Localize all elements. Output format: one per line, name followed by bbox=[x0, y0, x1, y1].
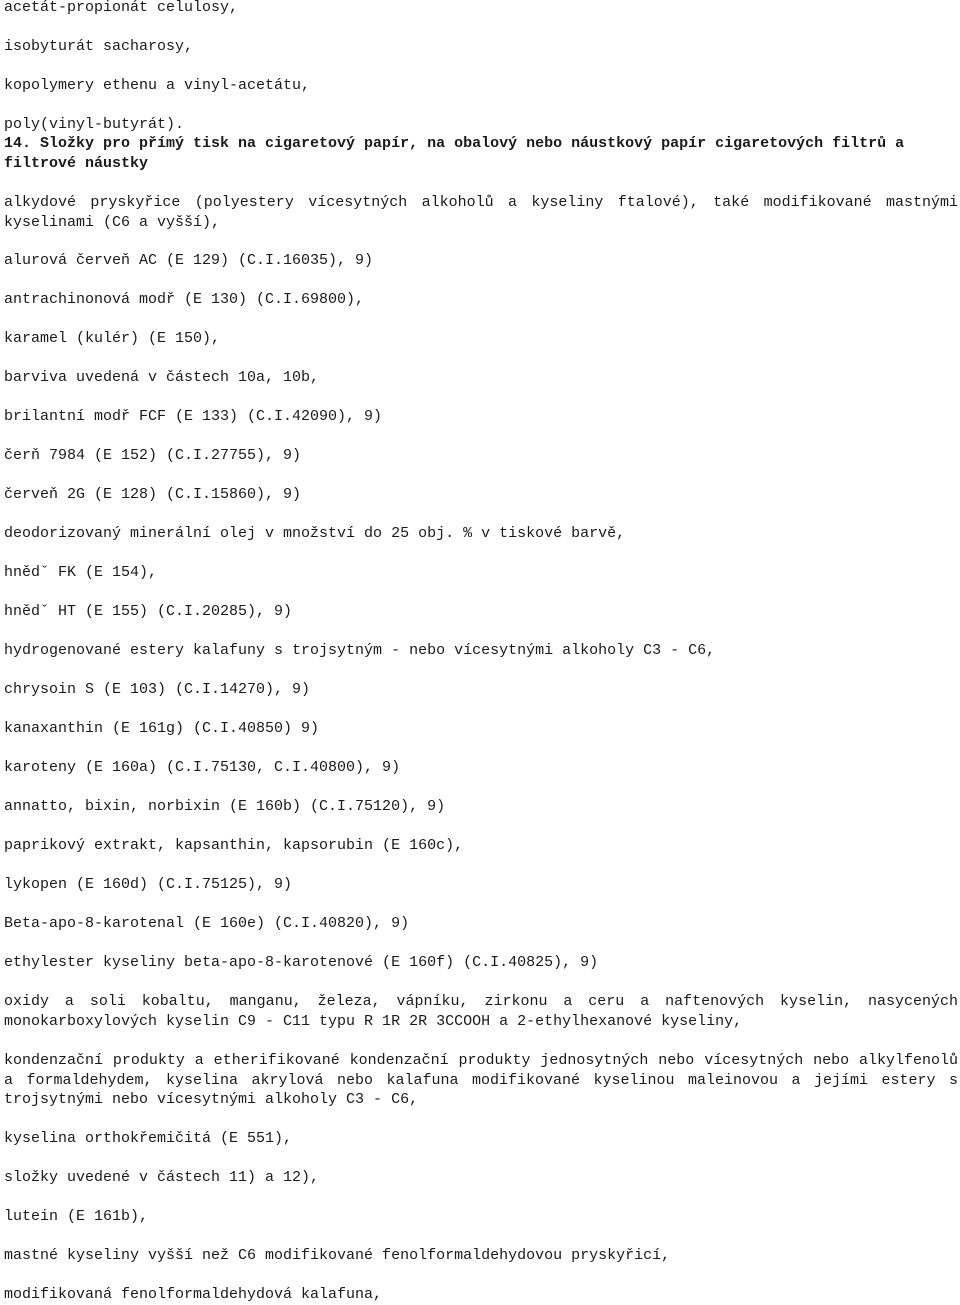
list-item: lykopen (E 160d) (C.I.75125), 9) bbox=[4, 876, 293, 893]
list-item: mastné kyseliny vyšší než C6 modifikované fenolformaldehydovou pryskyřicí, bbox=[4, 1247, 671, 1264]
list-item: kondenzační produkty a etherifikované kondenzační produkty jednosytných nebo vícesytných nebo alkylfenolů a formaldehydem, kyselina akrylová nebo kalafuna modifikované kyselinou maleinovou a jejími estery s trojsytnými nebo vícesytnými alkoholy C3 - C6, bbox=[4, 1052, 958, 1109]
list-item: deodorizovaný minerální olej v množství do 25 obj. % v tiskové barvě, bbox=[4, 525, 626, 542]
list-item: složky uvedené v částech 11) a 12), bbox=[4, 1169, 320, 1186]
list-item: hnědˇ FK (E 154), bbox=[4, 564, 158, 581]
text-line: kopolymery ethenu a vinyl-acetátu, bbox=[4, 77, 311, 94]
list-item: barviva uvedená v částech 10a, 10b, bbox=[4, 369, 320, 386]
list-item: čerň 7984 (E 152) (C.I.27755), 9) bbox=[4, 447, 302, 464]
list-item: annatto, bixin, norbixin (E 160b) (C.I.75120), 9) bbox=[4, 798, 446, 815]
list-item: alurová červeň AC (E 129) (C.I.16035), 9) bbox=[4, 252, 374, 269]
list-item: hnědˇ HT (E 155) (C.I.20285), 9) bbox=[4, 603, 293, 620]
list-item: brilantní modř FCF (E 133) (C.I.42090), 9) bbox=[4, 408, 383, 425]
list-item: hydrogenované estery kalafuny s trojsytným - nebo vícesytnými alkoholy C3 - C6, bbox=[4, 642, 716, 659]
list-item: kyselina orthokřemičitá (E 551), bbox=[4, 1130, 293, 1147]
list-item: ethylester kyseliny beta-apo-8-karotenové (E 160f) (C.I.40825), 9) bbox=[4, 954, 599, 971]
list-item: oxidy a soli kobaltu, manganu, železa, vápníku, zirkonu a ceru a naftenových kyselin, nasycených monokarboxylových kyselin C9 - C11 typu R 1R 2R 3CCOOH a 2-ethylhexanové kyseliny, bbox=[4, 993, 958, 1030]
text-line: poly(vinyl-butyrát). bbox=[4, 116, 185, 133]
text-line: isobyturát sacharosy, bbox=[4, 38, 194, 55]
list-item: chrysoin S (E 103) (C.I.14270), 9) bbox=[4, 681, 311, 698]
list-item: modifikovaná fenolformaldehydová kalafuna, bbox=[4, 1286, 383, 1303]
text-line: acetát-propionát celulosy, bbox=[4, 0, 239, 16]
section-heading: 14. Složky pro přímý tisk na cigaretový papír, na obalový nebo náustkový papír cigaretových filtrů a filtrové náustky bbox=[4, 135, 905, 172]
list-item: karoteny (E 160a) (C.I.75130, C.I.40800), 9) bbox=[4, 759, 401, 776]
list-item: kanaxanthin (E 161g) (C.I.40850) 9) bbox=[4, 720, 320, 737]
list-item: karamel (kulér) (E 150), bbox=[4, 330, 221, 347]
list-item: Beta-apo-8-karotenal (E 160e) (C.I.40820), 9) bbox=[4, 915, 410, 932]
list-item: paprikový extrakt, kapsanthin, kapsorubin (E 160c), bbox=[4, 837, 464, 854]
list-item: červeň 2G (E 128) (C.I.15860), 9) bbox=[4, 486, 302, 503]
list-item: alkydové pryskyřice (polyestery vícesytných alkoholů a kyseliny ftalové), také modifikované mastnými kyselinami (C6 a vyšší), bbox=[4, 194, 958, 231]
list-item: lutein (E 161b), bbox=[4, 1208, 149, 1225]
list-item: antrachinonová modř (E 130) (C.I.69800), bbox=[4, 291, 365, 308]
